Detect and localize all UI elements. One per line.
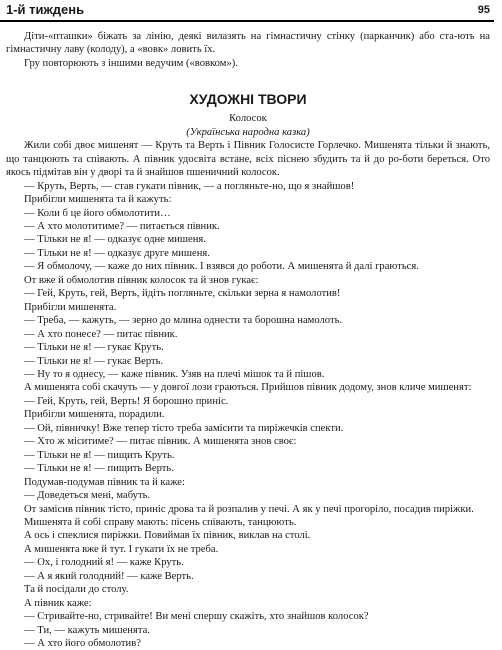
story-paragraph: — Тільки не я! — гукає Верть. xyxy=(24,355,164,367)
story-paragraph: Жили собі двоє мишенят — Круть та Верть і Півник Голосисте Горлечко. Мишенята тільки й знають, що танцюють та співають. А півник удосвіта встане, всіх піснею збудить та й до ро-боти береться. Ото якось підмітав він у дворі та й знайшов пшеничний колосок. xyxy=(6,140,490,179)
story-paragraph: А півник каже: xyxy=(24,597,92,609)
story-paragraph: — Ой, півничку! Вже тепер тісто треба замісити та пиріжечків спекти. xyxy=(24,422,344,434)
story-paragraph: — Ох, і голодний я! — каже Круть. xyxy=(24,557,184,569)
story-paragraph: — Коли б це його обмолотити… xyxy=(24,207,171,219)
story-paragraph: — А хто понесе? — питає півник. xyxy=(24,328,178,340)
story-paragraph: Мишенята й собі справу мають: пісень співають, танцюють. xyxy=(24,516,297,528)
story-paragraph: Прибігли мишенята, порадили. xyxy=(24,409,165,421)
story-paragraph: От замісив півник тісто, приніс дрова та й розпалив у печі. А як у печі прогоріло, посадив пиріжки. xyxy=(24,503,474,515)
section-title: ХУДОЖНІ ТВОРИ xyxy=(189,91,307,108)
story-paragraph: — Круть, Верть, — став гукати півник, — а погляньте-но, що я знайшов! xyxy=(24,180,355,192)
story-paragraph: — Тільки не я! — пищить Круть. xyxy=(24,449,175,461)
story-paragraph: — Я обмолочу, — каже до них півник. І взявся до роботи. А мишенята й далі граються. xyxy=(24,261,419,273)
story-paragraph: — Треба, — кажуть, — зерно до млина однести та борошна намолоть. xyxy=(24,315,343,327)
story-paragraph: — А я який голодний! — каже Верть. xyxy=(24,570,194,582)
story-paragraph: — Ти, — кажуть мишенята. xyxy=(24,624,150,636)
story-paragraph: Та й посідали до столу. xyxy=(24,584,129,596)
page-content xyxy=(6,30,490,650)
story-paragraph: — Тільки не я! — гукає Круть. xyxy=(24,342,164,354)
story-paragraph: — А хто молотитиме? — питається півник. xyxy=(24,220,220,232)
story-paragraph: — Доведеться мені, мабуть. xyxy=(24,490,151,502)
story-paragraph: — Гей, Круть, гей, Верть, йдіть погляньте, скільки зерна я намолотив! xyxy=(24,288,341,300)
story-paragraph: — Тільки не я! — одказує одне мишеня. xyxy=(24,234,206,246)
intro-paragraph: Діти-«пташки» біжать за лінію, деякі вилазять на гімнастичну стінку (парканчик) або ста-ють на гімнастичну лаву (колоду), а «вовк» ловить їх. xyxy=(6,31,490,56)
story-paragraph: — Хто ж міситиме? — питає півник. А мишенята знов своє: xyxy=(24,436,297,448)
story-paragraph: Прибігли мишенята та й кажуть: xyxy=(24,194,172,206)
story-paragraph: А мишенята собі скачуть — у довгої лози граються. Прийшов півник додому, знов кличе мишенят: xyxy=(24,382,472,394)
intro-paragraph: Гру повторюють з іншими ведучим («вовком»). xyxy=(24,57,238,69)
story-paragraph: — Тільки не я! — пищить Верть. xyxy=(24,463,174,475)
story-paragraph: — Ну то я однесу, — каже півник. Узяв на плечі мішок та й пішов. xyxy=(24,368,325,380)
story-paragraph: — Гей, Круть, гей, Верть! Я борошно приніс. xyxy=(24,395,229,407)
week-label: 1-й тиждень xyxy=(6,2,85,17)
story-paragraph: От вже й обмолотив півник колосок та й знов гукає: xyxy=(24,274,259,286)
story-text xyxy=(6,139,490,650)
story-paragraph: — Тільки не я! — одказує друге мишеня. xyxy=(24,247,210,259)
story-paragraph: Прибігли мишенята. xyxy=(24,301,117,313)
page-number: 95 xyxy=(477,4,490,16)
header-rule xyxy=(0,20,494,22)
section-spacer xyxy=(6,70,490,90)
story-paragraph: — Стривайте-но, стривайте! Ви мені спершу скажіть, хто знайшов колосок? xyxy=(24,611,369,623)
page-header xyxy=(0,0,502,24)
story-paragraph: А ось і спеклися пиріжки. Повиймав їх півник, виклав на столі. xyxy=(24,530,311,542)
work-title: Колосок xyxy=(229,113,267,125)
story-paragraph: А мишенята вже й тут. І гукати їх не треба. xyxy=(24,543,219,555)
story-paragraph: Подумав-подумав півник та й каже: xyxy=(24,476,185,488)
story-paragraph: — А хто його обмолотив? xyxy=(24,638,141,650)
work-subtitle: (Українська народна казка) xyxy=(186,126,310,138)
